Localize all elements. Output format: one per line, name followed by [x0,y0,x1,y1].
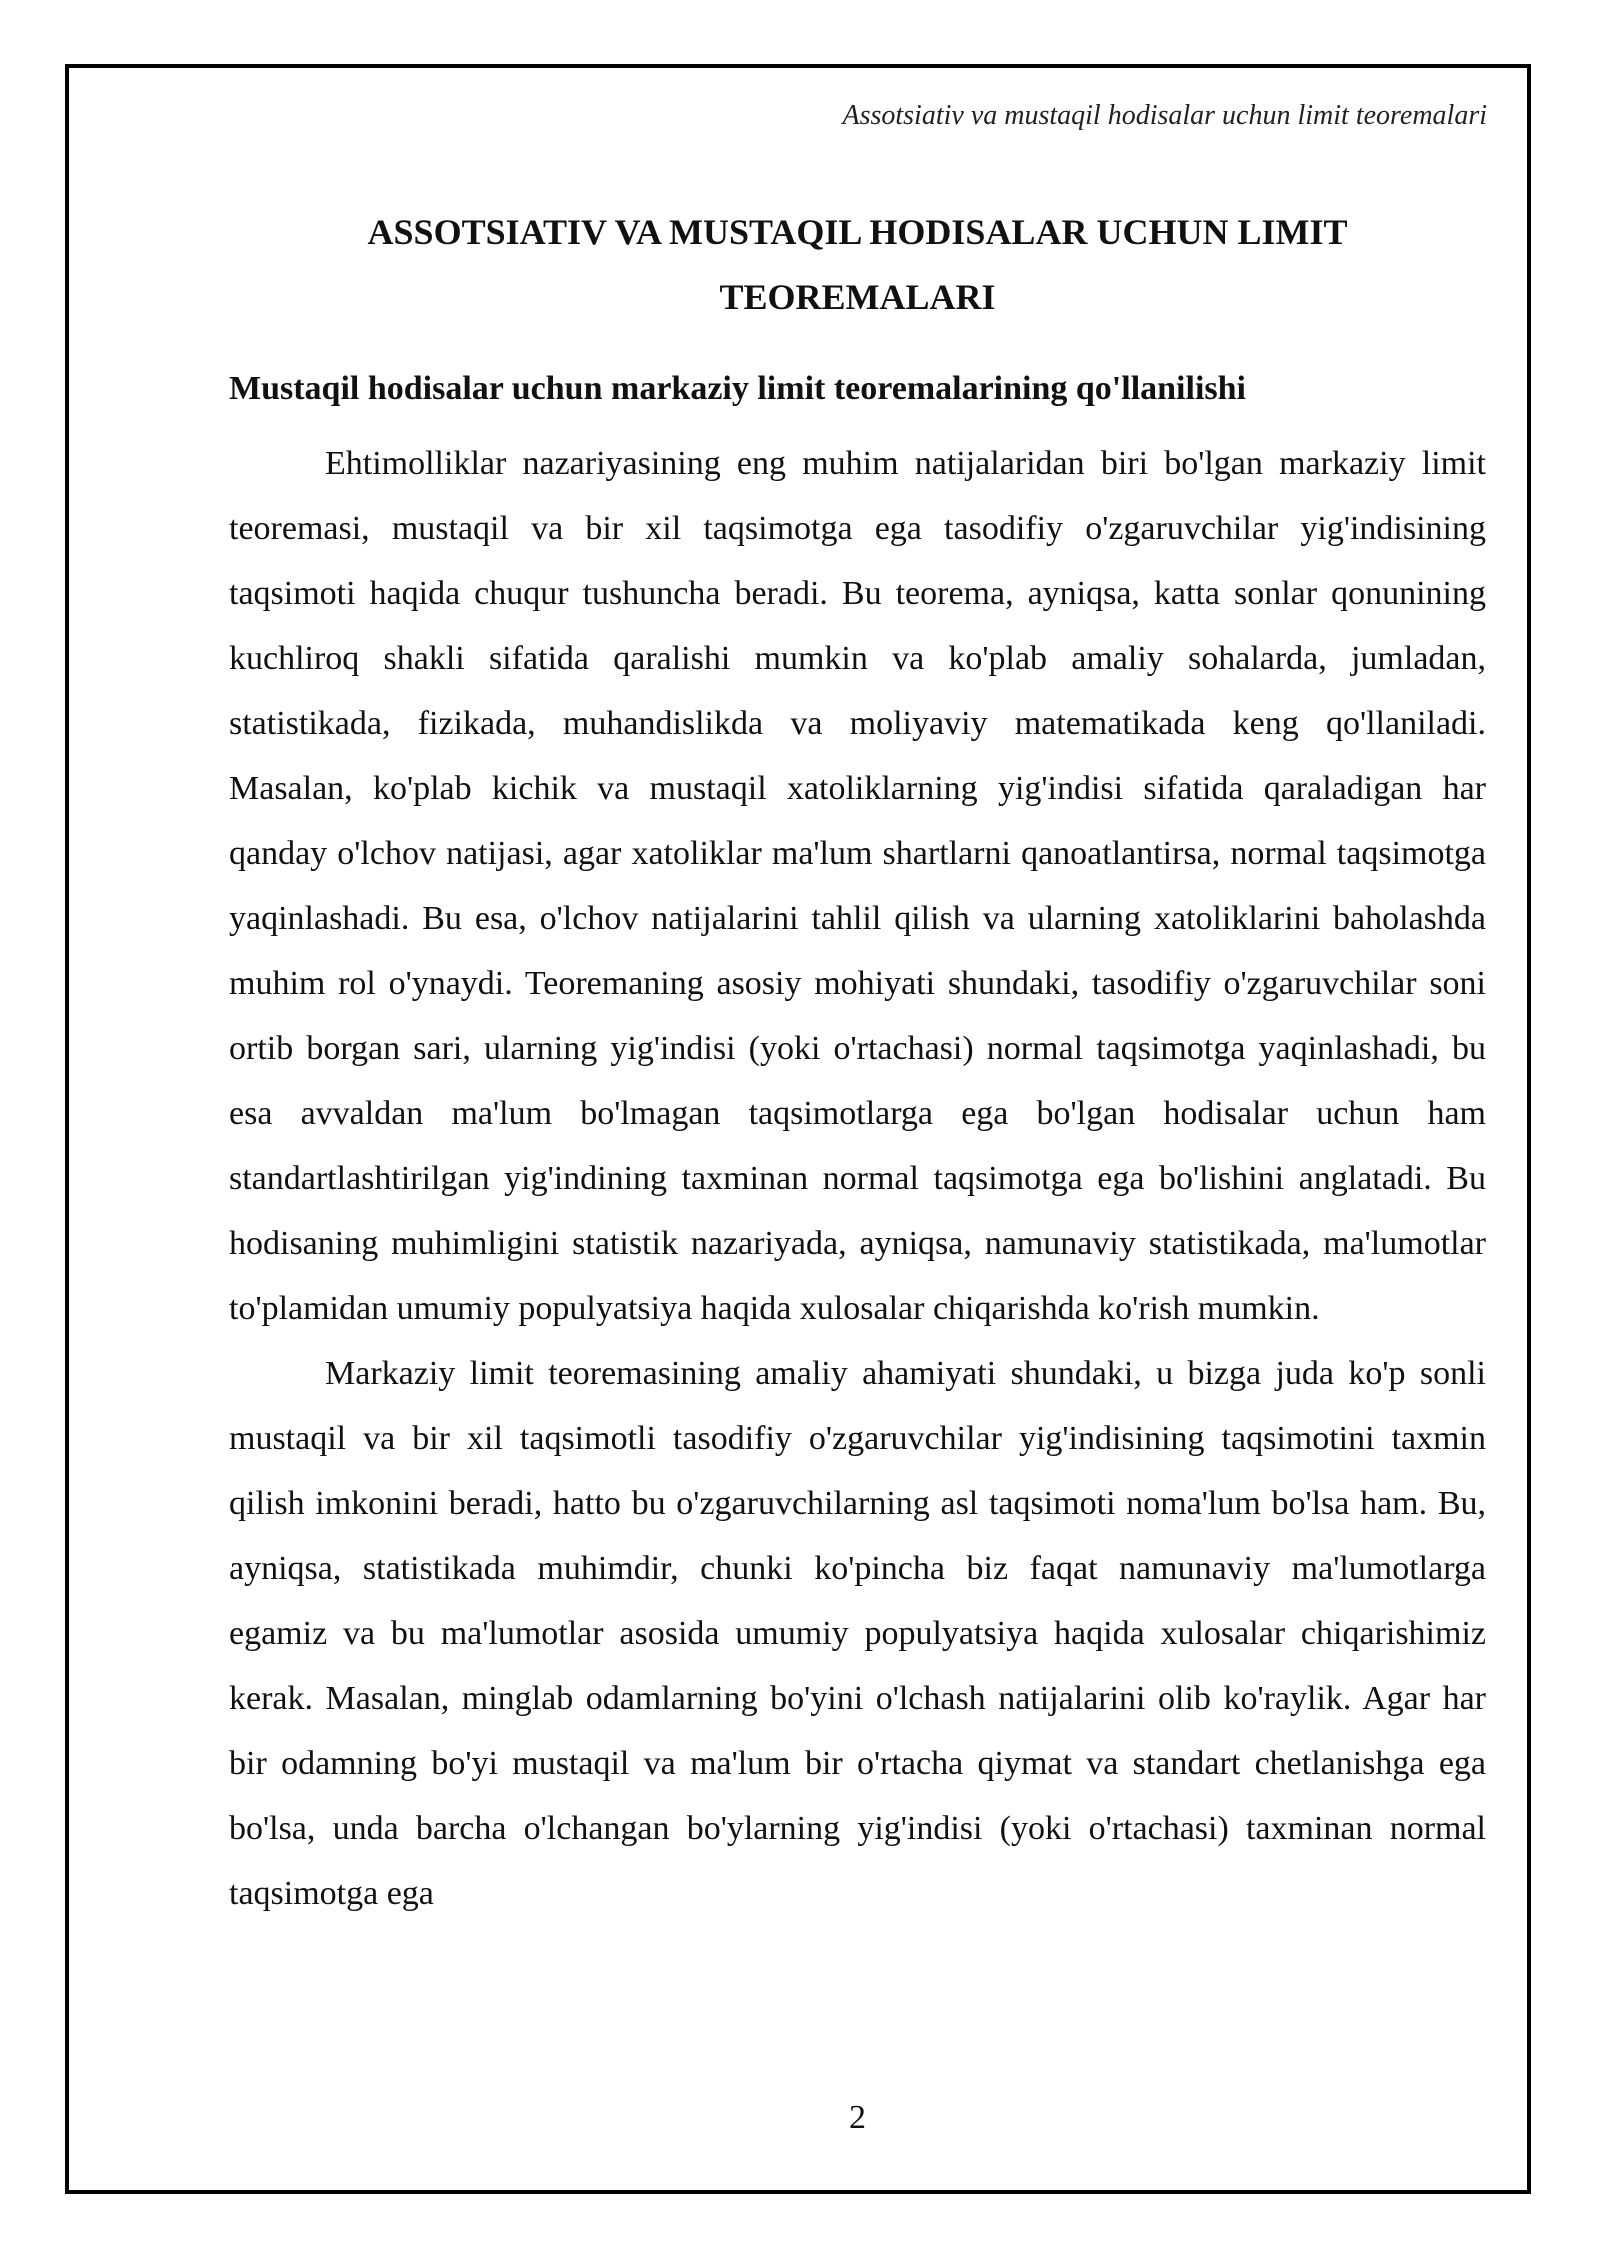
running-header: Assotsiativ va mustaqil hodisalar uchun limit teoremalari [842,100,1487,131]
section-heading: Mustaqil hodisalar uchun markaziy limit teoremalarining qo'llanilishi [229,370,1246,407]
document-body [229,200,1486,1926]
paragraph-2: Markaziy limit teoremasining amaliy ahamiyati shundaki, u bizga juda ko'p sonli mustaqil va bir xil taqsimotli tasodifiy o'zgaruvchilar yig'indisining taqsimotini taxmin qilish imkonini beradi, hatto bu o'zgaruvchilarning asl taqsimoti noma'lum bo'lsa ham. Bu, ayniqsa, statistikada muhimdir, chunki ko'pincha biz faqat namunaviy ma'lumotlarga egamiz va bu ma'lumotlar asosida umumiy populyatsiya haqida xulosalar chiqarishimiz kerak. Masalan, minglab odamlarning bo'yini o'lchash natijalarini olib ko'raylik. Agar har bir odamning bo'yi mustaqil va ma'lum bir o'rtacha qiymat va standart chetlanishga ega bo'lsa, unda barcha o'lchangan bo'ylarning yig'indisi (yoki o'rtachasi) taxminan normal taqsimotga ega [229,1355,1486,1912]
document-title: ASSOTSIATIV VA MUSTAQIL HODISALAR UCHUN LIMIT TEOREMALARI [367,212,1348,317]
page-number: 2 [849,2099,866,2136]
paragraph-1: Ehtimolliklar nazariyasining eng muhim natijalaridan biri bo'lgan markaziy limit teoremasi, mustaqil va bir xil taqsimotga ega tasodifiy o'zgaruvchilar yig'indisining taqsimoti haqida chuqur tushuncha beradi. Bu teorema, ayniqsa, katta sonlar qonunining kuchliroq shakli sifatida qaralishi mumkin va ko'plab amaliy sohalarda, jumladan, statistikada, fizikada, muhandislikda va moliyaviy matematikada keng qo'llaniladi. Masalan, ko'plab kichik va mustaqil xatoliklarning yig'indisi sifatida qaraladigan har qanday o'lchov natijasi, agar xatoliklar ma'lum shartlarni qanoatlantirsa, normal taqsimotga yaqinlashadi. Bu esa, o'lchov natijalarini tahlil qilish va ularning xatoliklarini baholashda muhim rol o'ynaydi. Teoremaning asosiy mohiyati shundaki, tasodifiy o'zgaruvchilar soni ortib borgan sari, ularning yig'indisi (yoki o'rtachasi) normal taqsimotga yaqinlashadi, bu esa avvaldan ma'lum bo'lmagan taqsimotlarga ega bo'lgan hodisalar uchun ham standartlashtirilgan yig'indining taxminan normal taqsimotga ega bo'lishini anglatadi. Bu hodisaning muhimligini statistik nazariyada, ayniqsa, namunaviy statistikada, ma'lumotlar to'plamidan umumiy populyatsiya haqida xulosalar chiqarishda ko'rish mumkin. [229,445,1486,1327]
